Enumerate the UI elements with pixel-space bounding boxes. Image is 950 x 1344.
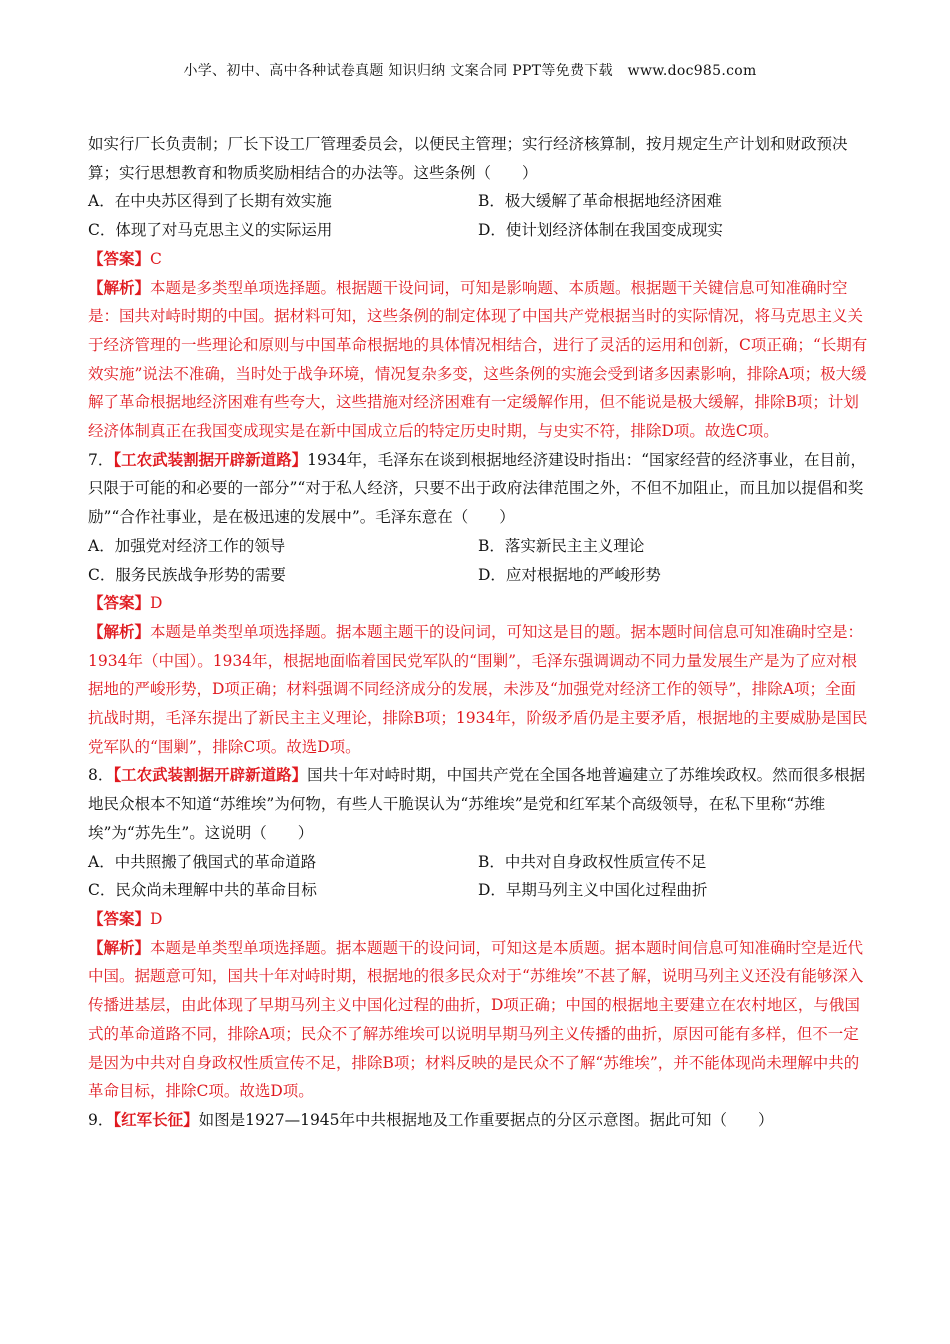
q8-analysis-label: 【解析】 [88, 937, 151, 957]
q7-option-b: B．落实新民主主义理论 [478, 536, 645, 555]
q7-option-c: C．服务民族战争形势的需要 [88, 565, 286, 584]
page-header [0, 60, 950, 80]
q7-answer [88, 589, 868, 618]
q8-option-b: B．中共对自身政权性质宣传不足 [478, 852, 707, 871]
q6-option-b: B．极大缓解了革命根据地经济困难 [478, 192, 722, 211]
q6-answer-label: 【答案】 [88, 248, 151, 268]
q7-answer-label: 【答案】 [88, 593, 151, 613]
q8-answer-label: 【答案】 [88, 908, 151, 928]
q8-answer-value: D [150, 909, 163, 928]
q7-analysis-text: 本题是单类型单项选择题。据本题主题干的设问词，可知这是目的题。据本题时间信息可知准确时空是：1934年（中国）。1934年，根据地面临着国民党军队的“围剿”，毛泽东强调调动不同力量发展生产是为了应对根据地的严峻形势，D项正确；材料强调不同经济成分的发展，未涉及“加强党对经济工作的领导”，排除A项；全面抗战时期，毛泽东提出了新民主主义理论，排除B项；1934年，阶级矛盾仍是主要矛盾，根据地的主要威胁是国民党军队的“围剿”，排除C项。故选D项。 [88, 622, 868, 756]
q6-option-d: D．使计划经济体制在我国变成现实 [478, 221, 723, 240]
q7-number: 7． [88, 450, 114, 469]
q6-option-c: C．体现了对马克思主义的实际运用 [88, 221, 333, 240]
q9-topic-tag: 【红军长征】 [113, 1109, 199, 1129]
header-text: 小学、初中、高中各种试卷真题 知识归纳 文案合同 PPT等免费下载 [183, 63, 613, 79]
q9-number: 9． [88, 1110, 114, 1129]
page-content [88, 130, 868, 1135]
q7-stem-line [88, 446, 868, 532]
q6-stem: 如实行厂长负责制；厂长下设工厂管理委员会，以便民主管理；实行经济核算制，按月规定生产计划和财政预决算；实行思想教育和物质奖励相结合的办法等。这些条例（ ） [88, 135, 848, 182]
q6-answer-value: C [150, 249, 162, 268]
q9-stem: 如图是1927—1945年中共根据地及工作重要据点的分区示意图。据此可知（ ） [198, 1110, 774, 1129]
header-site-link[interactable]: www.doc985.com [627, 63, 757, 79]
q9-stem-line [88, 1106, 868, 1135]
q6-analysis-text: 本题是多类型单项选择题。根据题干设问词，可知是影响题、本质题。根据题干关键信息可知准确时空是：国共对峙时期的中国。据材料可知，这些条例的制定体现了中国共产党根据当时的实际情况，将马克思主义关于经济管理的一些理论和原则与中国革命根据地的具体情况相结合，进行了灵活的运用和创新，C项正确；“长期有效实施”说法不准确，当时处于战争环境，情况复杂多变，这些条例的实施会受到诸多因素影响，排除A项；极大缓解了革命根据地经济困难有些夸大，这些措施对经济困难有一定缓解作用，但不能说是极大缓解，排除B项；计划经济体制真正在我国变成现实是在新中国成立后的特定历史时期，与史实不符，排除D项。故选C项。 [88, 278, 868, 441]
q8-stem: 国共十年对峙时期，中国共产党在全国各地普遍建立了苏维埃政权。然而很多根据地民众根本不知道“苏维埃”为何物，有些人干脆误认为“苏维埃”是党和红军某个高级领导，在私下里称“苏维埃”为“苏先生”。这说明（ ） [88, 766, 866, 842]
q7-answer-value: D [150, 594, 163, 613]
q7-topic-tag: 【工农武装割据开辟新道路】 [113, 449, 308, 469]
q6-option-a: A．在中央苏区得到了长期有效实施 [88, 192, 332, 211]
q7-analysis [88, 618, 868, 762]
q8-answer [88, 905, 868, 934]
q6-analysis-label: 【解析】 [88, 277, 151, 297]
q7-analysis-label: 【解析】 [88, 621, 151, 641]
q8-number: 8． [88, 766, 114, 785]
q8-stem-line [88, 761, 868, 847]
q8-analysis-text: 本题是单类型单项选择题。据本题题干的设问词，可知这是本质题。据本题时间信息可知准确时空是近代中国。据题意可知，国共十年对峙时期，根据地的很多民众对于“苏维埃”不甚了解，说明马列主义还没有能够深入传播进基层，由此体现了早期马列主义中国化过程的曲折，D项正确；中国的根据地主要建立在农村地区，与俄国式的革命道路不同，排除A项；民众不了解苏维埃可以说明早期马列主义传播的曲折，原因可能有多样，但不一定是因为中共对自身政权性质宣传不足，排除B项；材料反映的是民众不了解“苏维埃”，并不能体现尚未理解中共的革命目标，排除C项。故选D项。 [88, 938, 864, 1101]
q7-options [88, 532, 868, 589]
q8-options [88, 848, 868, 905]
q8-analysis [88, 934, 868, 1106]
q8-option-c: C．民众尚未理解中共的革命目标 [88, 881, 317, 900]
q6-options [88, 187, 868, 244]
q8-topic-tag: 【工农武装割据开辟新道路】 [113, 765, 308, 785]
q7-option-a: A．加强党对经济工作的领导 [88, 536, 286, 555]
q8-option-a: A．中共照搬了俄国式的革命道路 [88, 852, 317, 871]
q8-option-d: D．早期马列主义中国化过程曲折 [478, 881, 708, 900]
q6-analysis [88, 274, 868, 446]
q7-stem: 1934年，毛泽东在谈到根据地经济建设时指出：“国家经营的经济事业，在目前，只限于可能的和必要的一部分”“对于私人经济，只要不出于政府法律范围之外，不但不加阻止，而且加以提倡和奖励”“合作社事业，是在极迅速的发展中”。毛泽东意在（ ） [88, 450, 867, 527]
q7-option-d: D．应对根据地的严峻形势 [478, 565, 661, 584]
q6-answer [88, 245, 868, 274]
